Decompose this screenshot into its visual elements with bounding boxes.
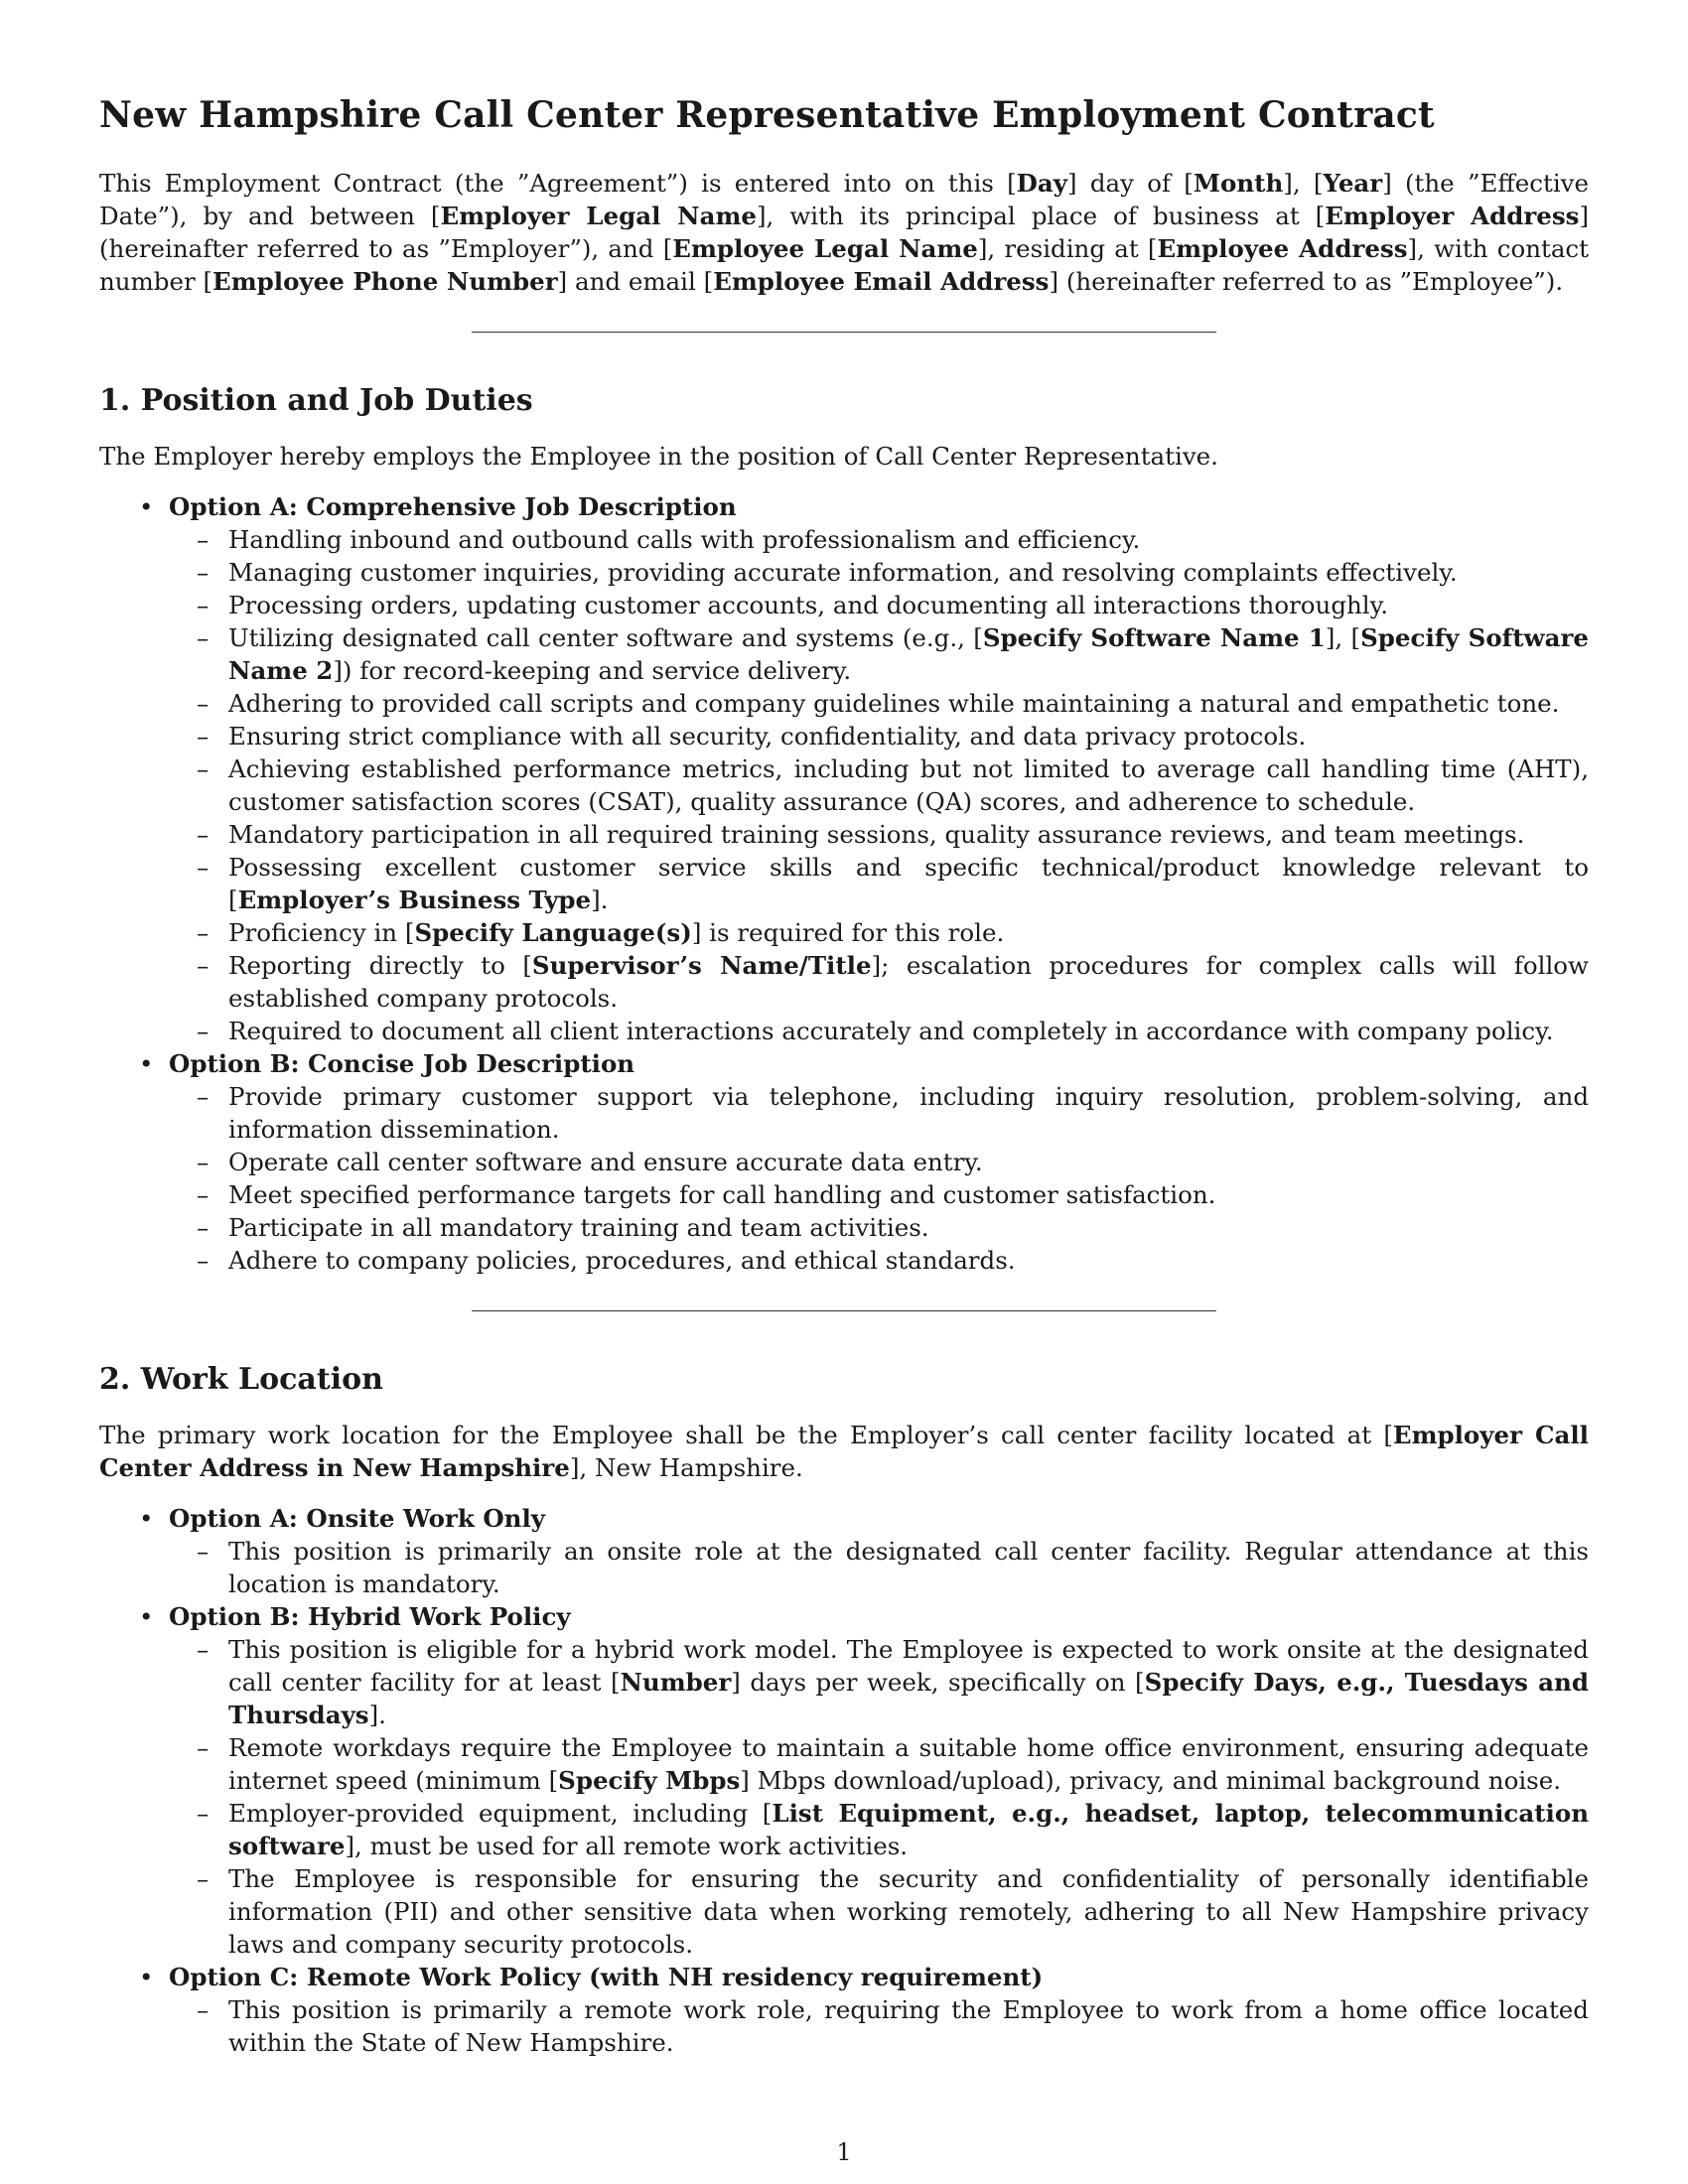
duty-list [169,523,1589,1047]
list-item: – Adhering to provided call scripts and company guidelines while maintaining a natural and empathetic tone. [197,687,1589,720]
field-employee-address: Employee Address [1157,234,1408,263]
field-month: Month [1193,169,1284,198]
option-list [99,490,1589,1277]
field-year: Year [1323,169,1383,198]
policy-list [169,1535,1589,1600]
list-item: – Proficiency in [Specify Language(s)] is required for this role. [197,916,1589,949]
list-item: – Employer-provided equipment, including [List Equipment, e.g., headset, laptop, telecommunication software], must be used for all remote work activities. [197,1797,1589,1862]
list-item: – Mandatory participation in all required training sessions, quality assurance reviews, and team meetings. [197,818,1589,851]
field-mbps: Specify Mbps [558,1766,741,1795]
option-item [135,1600,1589,1961]
list-item: – Achieving established performance metrics, including but not limited to average call handling time (AHT), customer satisfaction scores (CSAT), quality assurance (QA) scores, and adherence to schedule. [197,752,1589,818]
option-title: Option B: Hybrid Work Policy [169,1602,571,1631]
policy-list [169,1633,1589,1961]
list-item: – Operate call center software and ensure accurate data entry. [197,1146,1589,1178]
page-number: 1 [836,2138,852,2166]
field-language: Specify Language(s) [414,918,692,947]
list-item: – Provide primary customer support via telephone, including inquiry resolution, problem-solving, and information dissemination. [197,1080,1589,1146]
section-heading: 2. Work Location [99,1362,383,1397]
field-business-type: Employer’s Business Type [237,886,592,914]
field-number-days: Number [620,1668,732,1697]
section-divider [472,332,1216,333]
list-item: – Handling inbound and outbound calls with professionalism and efficiency. [197,523,1589,556]
option-list [99,1502,1589,2059]
option-item [135,490,1589,1047]
option-title: Option B: Concise Job Description [169,1049,635,1078]
list-item: – Managing customer inquiries, providing accurate information, and resolving complaints effectively. [197,556,1589,589]
option-title: Option C: Remote Work Policy (with NH residency requirement) [169,1963,1044,1991]
list-item: – Reporting directly to [Supervisor’s Name/Title]; escalation procedures for complex calls will follow established company protocols. [197,949,1589,1015]
field-software-1: Specify Software Name 1 [982,623,1326,652]
list-item: – Processing orders, updating customer accounts, and documenting all interactions thoroughly. [197,589,1589,621]
list-item: – This position is eligible for a hybrid work model. The Employee is expected to work onsite at the designated call center facility for at least [Number] days per week, specifically on [Specify Days, e.g., Tuesdays and Thursdays]. [197,1633,1589,1731]
list-item: – Required to document all client interactions accurately and completely in accordance with company policy. [197,1015,1589,1047]
list-item: – This position is primarily an onsite role at the designated call center facility. Regular attendance at this location is mandatory. [197,1535,1589,1600]
list-item: – Meet specified performance targets for call handling and customer satisfaction. [197,1178,1589,1211]
field-employer-address: Employer Address [1325,202,1580,230]
list-item: – This position is primarily a remote work role, requiring the Employee to work from a home office located within the State of New Hampshire. [197,1993,1589,2059]
option-title: Option A: Onsite Work Only [169,1504,546,1533]
option-item [135,1047,1589,1277]
section-heading: 1. Position and Job Duties [99,383,533,418]
option-title: Option A: Comprehensive Job Description [169,492,737,521]
list-item: – Participate in all mandatory training and team activities. [197,1211,1589,1244]
list-item: – Utilizing designated call center software and systems (e.g., [Specify Software Name 1], [Specify Software Name 2]) for record-keeping and service delivery. [197,621,1589,687]
list-item: – Ensuring strict compliance with all security, confidentiality, and data privacy protocols. [197,720,1589,752]
document-title: New Hampshire Call Center Representative Employment Contract [99,94,1435,136]
intro-paragraph: This Employment Contract (the ”Agreement”) is entered into on this [Day] day of [Month], [Year] (the ”Effective Date”), by and between [Employer Legal Name], with its principal place of business at [Employer Address] (hereinafter referred to as ”Employer”), and [Employee Legal Name], residing at [Employee Address], with contact number [Employee Phone Number] and email [Employee Email Address] (hereinafter referred to as ”Employee”). [99,169,1590,296]
list-item: – The Employee is responsible for ensuring the security and confidentiality of personally identifiable information (PII) and other sensitive data when working remotely, adhering to all New Hampshire privacy laws and company security protocols. [197,1862,1589,1961]
list-item: – Adhere to company policies, procedures, and ethical standards. [197,1244,1589,1277]
duty-list [169,1080,1589,1277]
section-divider [472,1310,1216,1311]
field-day: Day [1016,169,1068,198]
list-item: – Remote workdays require the Employee to maintain a suitable home office environment, ensuring adequate internet speed (minimum [Specify Mbps] Mbps download/upload), privacy, and minimal background noise. [197,1731,1589,1797]
field-onsite-days: Specify Days, e.g., Tuesdays and Thursdays [228,1668,1590,1729]
option-item [135,1502,1589,1600]
field-employee-email: Employee Email Address [713,267,1050,296]
field-call-center-address: Employer Call Center Address in New Hampshire [99,1421,1589,1482]
list-item: – Possessing excellent customer service skills and specific technical/product knowledge relevant to [Employer’s Business Type]. [197,851,1589,916]
field-employee-phone: Employee Phone Number [212,267,558,296]
field-employee-name: Employee Legal Name [672,234,978,263]
section-intro: The primary work location for the Employee shall be the Employer’s call center facility located at [Employer Call Center Address in New Hampshire], New Hampshire. [99,1421,1589,1482]
field-supervisor: Supervisor’s Name/Title [531,951,872,980]
field-employer-name: Employer Legal Name [440,202,757,230]
field-equipment: List Equipment, e.g., headset, laptop, telecommunication software [228,1799,1590,1860]
field-software-2: Specify Software Name 2 [228,623,1589,685]
option-item [135,1961,1589,2059]
policy-list [169,1993,1589,2059]
section-intro: The Employer hereby employs the Employee in the position of Call Center Representative. [99,442,1218,471]
